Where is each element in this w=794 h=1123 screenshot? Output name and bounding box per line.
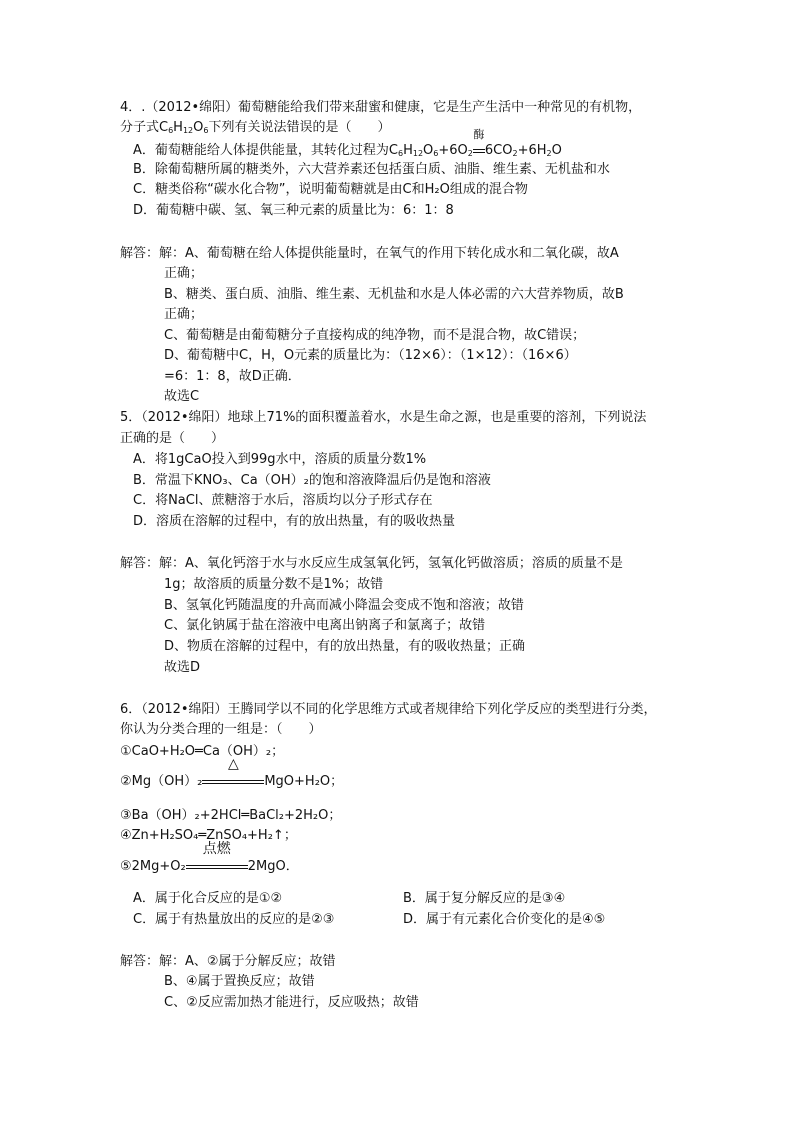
q5-answer-line2: 1g；故溶质的质量分数不是1%；故错 [164,577,384,592]
q6-reaction-4: ④Zn+H₂SO₄═ZnSO₄+H₂↑； [120,828,297,843]
q6-option-b: B．属于复分解反应的是③④ [403,891,566,906]
q6-reaction-1: ①CaO+H₂O═Ca（OH）₂； [120,744,285,759]
ignite-condition-sign: 点燃 [186,857,248,877]
q4-answer-line2: 正确； [164,266,204,281]
q4-answer-line7: =6：1：8，故D正确． [164,369,301,384]
q4-stem-line1: 4．.（2012•绵阳）葡萄糖能给我们带来甜蜜和健康，它是生产生活中一种常见的有机物， [120,100,642,115]
q5-stem-line1: 5．（2012•绵阳）地球上71%的面积覆盖着水，水是生命之源，也是重要的溶剂，下列说法 [120,410,647,425]
q4-answer-line3: B、糖类、蛋白质、油脂、维生素、无机盐和水是人体必需的六大营养物质，故B [164,287,624,302]
q6-stem-line1: 6．（2012•绵阳）王腾同学以不同的化学思维方式或者规律给下列化学反应的类型进行分类， [120,702,657,717]
q4-option-a: A．葡萄糖能给人体提供能量，其转化过程为$C_6H_{12}O_6+6O_2$ 酶 $6CO_2+6H_2O$ [133,141,562,161]
q5-option-c: C．将NaCl、蔗糖溶于水后，溶质均以分子形式存在 [133,493,433,508]
heat-condition-sign: △ [202,772,264,792]
q5-option-a: A．将1gCaO投入到99g水中，溶质的质量分数1% [133,452,427,467]
q4-answer-line5: C、葡萄糖是由葡萄糖分子直接构成的纯净物，而不是混合物，故C错误； [164,328,586,343]
q4-answer-line1: 解答：解：A、葡萄糖在给人体提供能量时，在氧气的作用下转化成水和二氧化碳，故A [120,246,619,261]
q4-answer-line4: 正确； [164,307,204,322]
q5-option-b: B．常温下KNO₃、Ca（OH）₂的饱和溶液降温后仍是饱和溶液 [133,473,491,488]
q4-stem-line2: 分子式$C_6H_{12}O_6$下列有关说法错误的是（ ） [120,120,391,135]
q5-option-d: D．溶质在溶解的过程中，有的放出热量，有的吸收热量 [133,514,456,529]
enzyme-condition-arrow: 酶 [473,141,485,161]
q5-stem-line2: 正确的是（ ） [120,431,225,446]
q6-answer-line1: 解答：解：A、②属于分解反应；故错 [120,954,336,969]
q6-reaction-2: ②Mg（OH）₂ △ MgO+H₂O； [120,772,343,792]
q5-answer-line5: D、物质在溶解的过程中，有的放出热量，有的吸收热量；正确 [164,639,526,654]
q6-option-a: A．属于化合反应的是①② [133,891,283,906]
q4-option-b: B．除葡萄糖所属的糖类外，六大营养素还包括蛋白质、油脂、维生素、无机盐和水 [133,162,610,177]
q6-reaction-3: ③Ba（OH）₂+2HCl═BaCl₂+2H₂O； [120,808,342,823]
q5-answer-line3: B、氢氧化钙随温度的升高而减小降温会变成不饱和溶液；故错 [164,598,524,613]
q5-answer-line4: C、氯化钠属于盐在溶液中电离出钠离子和氯离子；故错 [164,618,486,633]
q4-answer-line6: D、葡萄糖中C，H，O元素的质量比为：（12×6）：（1×12）：（16×6） [164,348,577,363]
q4-answer-line8: 故选C [164,389,200,404]
q4-option-d: D．葡萄糖中碳、氢、氧三种元素的质量比为：6：1：8 [133,203,454,218]
q6-stem-line2: 你认为分类合理的一组是：（ ） [120,722,322,737]
q6-option-c: C．属于有热量放出的反应的是②③ [133,912,335,927]
q6-option-d: D．属于有元素化合价变化的是④⑤ [403,912,606,927]
q6-reaction-5: ⑤2Mg+O₂ 点燃 2MgO． [120,857,299,877]
q6-answer-line3: C、②反应需加热才能进行，反应吸热；故错 [164,995,419,1010]
q6-answer-line2: B、④属于置换反应；故错 [164,974,315,989]
q4-option-c: C．糖类俗称“碳水化合物”，说明葡萄糖就是由C和H₂O组成的混合物 [133,182,528,197]
q5-answer-line6: 故选D [164,660,201,675]
q5-answer-line1: 解答：解：A、氧化钙溶于水与水反应生成氢氧化钙，氢氧化钙做溶质；溶质的质量不是 [120,556,623,571]
